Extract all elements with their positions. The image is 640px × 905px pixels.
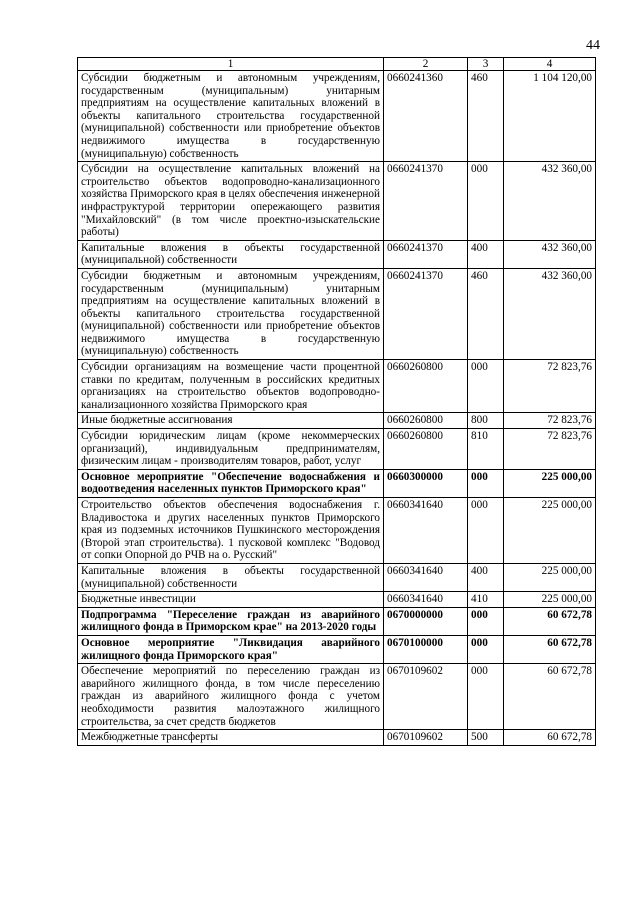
row-type-cell: 460 [468,268,504,359]
page-number: 44 [586,38,600,53]
table-row [78,664,596,730]
header-col-2: 2 [384,58,468,71]
row-amount-cell: 432 360,00 [504,162,596,241]
row-amount-cell: 225 000,00 [504,498,596,564]
row-code-cell: 0670100000 [384,635,468,663]
row-name-cell: Капитальные вложения в объекты государственной (муниципальной) собственности [78,563,384,591]
row-name-cell: Субсидии на осуществление капитальных вложений на строительство объектов водопроводно-канализационного хозяйства Приморского края в целях обеспечения инженерной инфраструктурой территории опережающего развития "Михайловский" (в том числе проектно-изыскательские работы) [78,162,384,241]
row-type-cell: 000 [468,635,504,663]
table-row [78,563,596,591]
row-code-cell: 0660241370 [384,268,468,359]
table-row [78,162,596,241]
row-amount-cell: 60 672,78 [504,730,596,746]
row-name-cell: Обеспечение мероприятий по переселению граждан из аварийного жилищного фонда, в том числе переселению граждан из аварийного жилищного фонда с учетом необходимости развития малоэтажного жилищного строительства, за счет средств бюджетов [78,664,384,730]
row-amount-cell: 60 672,78 [504,635,596,663]
row-amount-cell: 72 823,76 [504,413,596,429]
row-amount-cell: 432 360,00 [504,268,596,359]
row-name-cell: Бюджетные инвестиции [78,592,384,608]
row-amount-cell: 225 000,00 [504,592,596,608]
row-type-cell: 400 [468,563,504,591]
row-code-cell: 0670109602 [384,664,468,730]
row-name-cell: Подпрограмма "Переселение граждан из аварийного жилищного фонда в Приморском крае" на 2013-2020 годы [78,607,384,635]
table-row [78,635,596,663]
row-type-cell: 460 [468,71,504,162]
table-row [78,413,596,429]
row-type-cell: 500 [468,730,504,746]
budget-table [77,57,596,746]
row-amount-cell: 60 672,78 [504,664,596,730]
row-code-cell: 0660260800 [384,413,468,429]
row-code-cell: 0660241370 [384,162,468,241]
table-row [78,592,596,608]
row-code-cell: 0660341640 [384,563,468,591]
row-code-cell: 0660241370 [384,240,468,268]
table-row [78,607,596,635]
row-amount-cell: 225 000,00 [504,563,596,591]
row-name-cell: Субсидии бюджетным и автономным учреждениям, государственным (муниципальным) унитарным предприятиям на осуществление капитальных вложений в объекты капитального строительства государственной (муниципальной) собственности или приобретение объектов недвижимого имущества в государственную (муниципальную) собственность [78,268,384,359]
table-row [78,498,596,564]
header-col-3: 3 [468,58,504,71]
table-row [78,360,596,413]
row-name-cell: Субсидии организациям на возмещение части процентной ставки по кредитам, полученным в российских кредитных организациях на строительство объектов водопроводно-канализационного хозяйства Приморского края [78,360,384,413]
row-type-cell: 000 [468,498,504,564]
row-name-cell: Строительство объектов обеспечения водоснабжения г. Владивостока и других населенных пунктов Приморского края из подземных источников Пушкинского месторождения (Второй этап строительства). 1 пусковой комплекс "Водовод от сопки Опорной до РЧВ на о. Русский" [78,498,384,564]
table-row [78,730,596,746]
row-amount-cell: 225 000,00 [504,469,596,497]
row-type-cell: 800 [468,413,504,429]
row-type-cell: 400 [468,240,504,268]
table-row [78,240,596,268]
row-code-cell: 0660241360 [384,71,468,162]
row-name-cell: Межбюджетные трансферты [78,730,384,746]
table-row [78,429,596,470]
table-row [78,469,596,497]
row-amount-cell: 72 823,76 [504,429,596,470]
row-type-cell: 000 [468,469,504,497]
row-type-cell: 000 [468,607,504,635]
row-code-cell: 0660341640 [384,592,468,608]
row-name-cell: Основное мероприятие "Обеспечение водоснабжения и водоотведения населенных пунктов Приморского края" [78,469,384,497]
row-type-cell: 000 [468,664,504,730]
row-code-cell: 0670109602 [384,730,468,746]
header-col-1: 1 [78,58,384,71]
row-code-cell: 0660260800 [384,429,468,470]
row-type-cell: 000 [468,162,504,241]
row-name-cell: Субсидии юридическим лицам (кроме некоммерческих организаций), индивидуальным предпринимателям, физическим лицам - производителям товаров, работ, услуг [78,429,384,470]
row-amount-cell: 60 672,78 [504,607,596,635]
row-name-cell: Капитальные вложения в объекты государственной (муниципальной) собственности [78,240,384,268]
row-name-cell: Субсидии бюджетным и автономным учреждениям, государственным (муниципальным) унитарным предприятиям на осуществление капитальных вложений в объекты капитального строительства государственной (муниципальной) собственности или приобретение объектов недвижимого имущества в государственную (муниципальную) собственность [78,71,384,162]
row-amount-cell: 432 360,00 [504,240,596,268]
row-name-cell: Основное мероприятие "Ликвидация аварийного жилищного фонда Приморского края" [78,635,384,663]
row-amount-cell: 1 104 120,00 [504,71,596,162]
row-amount-cell: 72 823,76 [504,360,596,413]
row-code-cell: 0670000000 [384,607,468,635]
row-code-cell: 0660260800 [384,360,468,413]
row-type-cell: 810 [468,429,504,470]
table-body [78,71,596,746]
row-name-cell: Иные бюджетные ассигнования [78,413,384,429]
row-code-cell: 0660300000 [384,469,468,497]
table-row [78,268,596,359]
row-type-cell: 410 [468,592,504,608]
table-header-row [78,58,596,71]
row-type-cell: 000 [468,360,504,413]
header-col-4: 4 [504,58,596,71]
row-code-cell: 0660341640 [384,498,468,564]
table-row [78,71,596,162]
